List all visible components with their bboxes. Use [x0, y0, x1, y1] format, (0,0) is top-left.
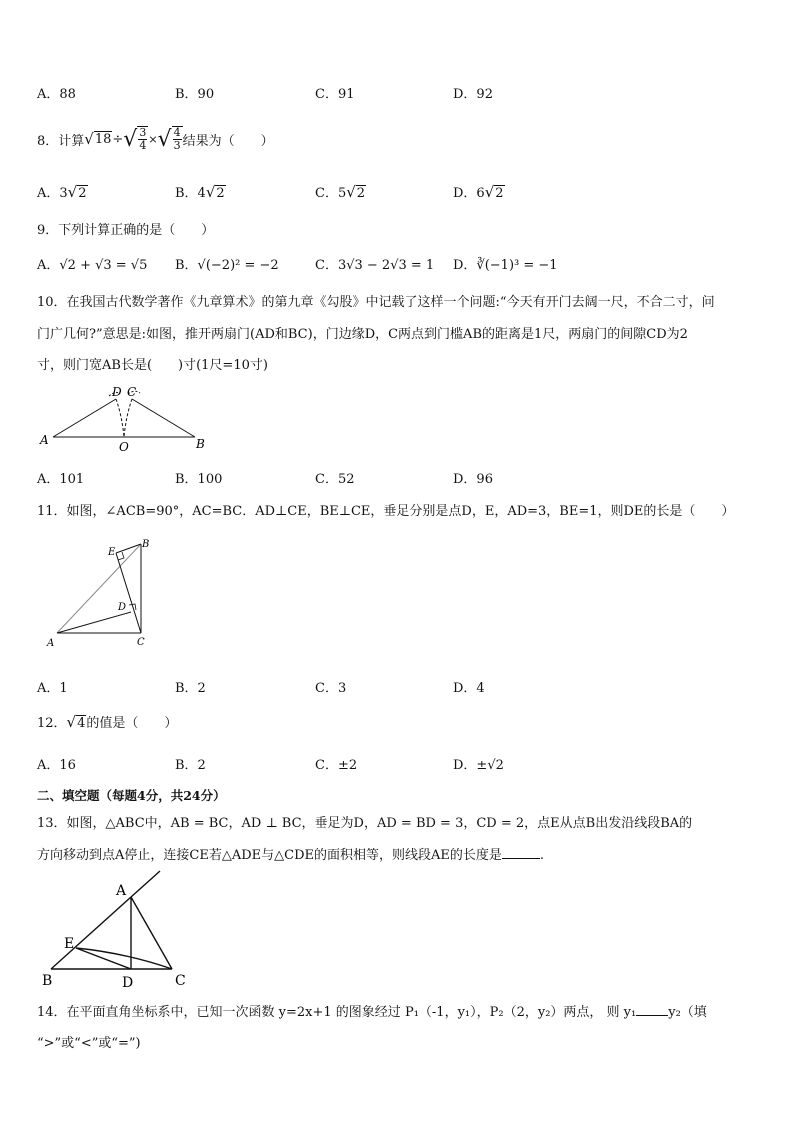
q11-option-a[interactable]: A．1 [37, 681, 68, 696]
q10-line-3: 寸，则门宽AB长是( )寸(1尺=10寸) [37, 358, 268, 373]
q8-radicand: 18 [94, 132, 112, 147]
q8-option-b-radicand: 2 [216, 186, 225, 201]
q9-stem: 9．下列计算正确的是（ ） [37, 223, 215, 238]
q11-line-ce [116, 553, 141, 633]
q10-line-2: 门广几何?”意思是:如图，推开两扇门(AD和BC)，门边缘D，C两点到门槛AB的距离是1尺，两扇门的间隙CD为2 [37, 327, 688, 342]
q10-door-bc [132, 399, 195, 437]
q10-label-b: B [196, 437, 205, 451]
q14-line-1 [37, 1001, 707, 1020]
q8-option-c-label: C．5 [315, 186, 347, 201]
q13-triangle-figure [36, 867, 196, 991]
q12-option-a[interactable]: A．16 [37, 758, 76, 773]
q11-line-ad [57, 612, 131, 633]
q11-label-d: D [118, 602, 127, 613]
q12-option-c[interactable]: C．±2 [315, 758, 358, 773]
q11-option-b[interactable]: B．2 [175, 681, 206, 696]
q10-label-c: C [127, 385, 137, 399]
q11-label-a: A [47, 638, 55, 649]
q13-line-2-text: 方向移动到点A停止，连接CE若△ADE与△CDE的面积相等，则线段AE的长度是 [37, 848, 502, 863]
q10-line-1: 10．在我国古代数学著作《九章算术》的第九章《勾股》中记载了这样一个问题:“今天有开门去阔一尺，不合二寸，问 [37, 295, 715, 310]
sqrt-icon: √ [67, 183, 78, 201]
q8-option-d-label: D．6 [453, 186, 485, 201]
q13-label-a: A [116, 883, 127, 899]
q11-label-b: B [142, 539, 150, 550]
sqrt-icon: √ [484, 183, 495, 201]
q13-label-d: D [122, 975, 134, 991]
q11-stem: 11．如图，∠ACB=90°，AC=BC．AD⊥CE，BE⊥CE，垂足分别是点D，E，AD=3，BE=1，则DE的长是（ ） [37, 504, 735, 519]
q12-suffix: 的值是（ ） [86, 716, 178, 731]
q10-label-a: A [40, 433, 49, 447]
q8-option-b-label: B．4 [175, 186, 206, 201]
q9-option-c[interactable]: C．3√3 − 2√3 = 1 [315, 258, 435, 273]
q8-fraction-2 [172, 126, 183, 152]
q11-label-c: C [137, 637, 145, 648]
q14-line-1-end: y₂（填 [668, 1005, 707, 1020]
q8-f2-den: 3 [173, 139, 181, 152]
q12-stem [37, 712, 177, 731]
q12-radicand: 4 [77, 716, 86, 731]
q11-triangle-figure [44, 535, 164, 653]
q8-option-a-label: A．3 [37, 186, 68, 201]
q7-option-d[interactable]: D．92 [453, 87, 493, 102]
q11-label-e: E [108, 547, 116, 558]
q13-answer-blank[interactable] [502, 846, 540, 859]
sqrt-icon: √ [157, 126, 172, 152]
q8-f1-num: 3 [139, 126, 147, 139]
q10-door-figure [36, 382, 216, 456]
q13-side-ab [51, 897, 131, 969]
q10-option-d[interactable]: D．96 [453, 472, 493, 487]
q8-times-sign: × [148, 132, 158, 146]
q14-line-1-text: 14．在平面直角坐标系中，已知一次函数 y=2x+1 的图象经过 P₁（-1，y₁），P₂（2，y₂）两点， 则 y₁ [37, 1005, 637, 1020]
q10-option-a[interactable]: A．101 [37, 472, 85, 487]
q8-fraction-1 [137, 126, 148, 152]
q13-label-e: E [64, 936, 75, 952]
q14-answer-blank[interactable] [636, 1003, 668, 1016]
q10-option-c[interactable]: C．52 [315, 472, 355, 487]
q13-label-b: B [42, 973, 53, 989]
q8-option-d-radicand: 2 [495, 186, 504, 201]
q10-door-ad [53, 399, 116, 437]
q12-option-d[interactable]: D．±√2 [453, 758, 504, 773]
q8-div-sign: ÷ [112, 131, 124, 147]
q10-option-b[interactable]: B．100 [175, 472, 223, 487]
sqrt-icon: √ [205, 183, 216, 201]
sqrt-icon: √ [66, 713, 77, 731]
q8-prefix: 8．计算 [37, 133, 85, 149]
q11-side-ab [57, 544, 141, 633]
q13-ray-extension [131, 871, 160, 897]
q7-option-b[interactable]: B．90 [175, 87, 215, 102]
q8-option-c-radicand: 2 [356, 186, 366, 201]
q13-line-2 [37, 844, 544, 863]
q8-stem [37, 122, 274, 156]
q9-option-a[interactable]: A．√2 + √3 = √5 [37, 258, 148, 273]
q13-line-2-end: . [539, 848, 544, 863]
q7-option-a[interactable]: A．88 [37, 87, 76, 102]
q9-option-b[interactable]: B．√(−2)² = −2 [175, 258, 279, 273]
q10-arc-c [124, 399, 132, 437]
q8-suffix: 结果为（ ） [182, 133, 274, 149]
q14-line-2: “>”或“<”或“=”) [37, 1036, 141, 1051]
q10-arc-d [116, 399, 124, 437]
q8-f2-num: 4 [173, 126, 181, 139]
sqrt-icon: √ [84, 130, 94, 148]
q8-option-d[interactable] [453, 182, 505, 201]
q8-option-b[interactable] [175, 182, 226, 201]
q7-option-c[interactable]: C．91 [315, 87, 355, 102]
q8-f1-den: 4 [139, 139, 147, 152]
q12-option-b[interactable]: B．2 [175, 758, 206, 773]
q13-label-c: C [175, 973, 186, 989]
q10-label-d: D [112, 385, 122, 399]
q11-option-d[interactable]: D．4 [453, 681, 485, 696]
sqrt-icon: √ [346, 183, 356, 201]
q8-option-c[interactable] [315, 182, 366, 201]
q11-right-angle-e [118, 552, 124, 560]
q9-option-d[interactable]: D．∛(−1)³ = −1 [453, 258, 558, 273]
sqrt-icon: √ [123, 126, 138, 152]
q10-label-o: O [119, 440, 129, 454]
q13-line-1: 13．如图，△ABC中，AB = BC，AD ⊥ BC，垂足为D，AD = BD = 3，CD = 2，点E从点B出发沿线段BA的 [37, 816, 693, 831]
section-title-fill-in: 二、填空题（每题4分，共24分） [37, 788, 226, 803]
q11-option-c[interactable]: C．3 [315, 681, 347, 696]
q8-option-a-radicand: 2 [78, 186, 87, 201]
q12-prefix: 12． [37, 716, 67, 731]
q8-option-a[interactable] [37, 182, 88, 201]
